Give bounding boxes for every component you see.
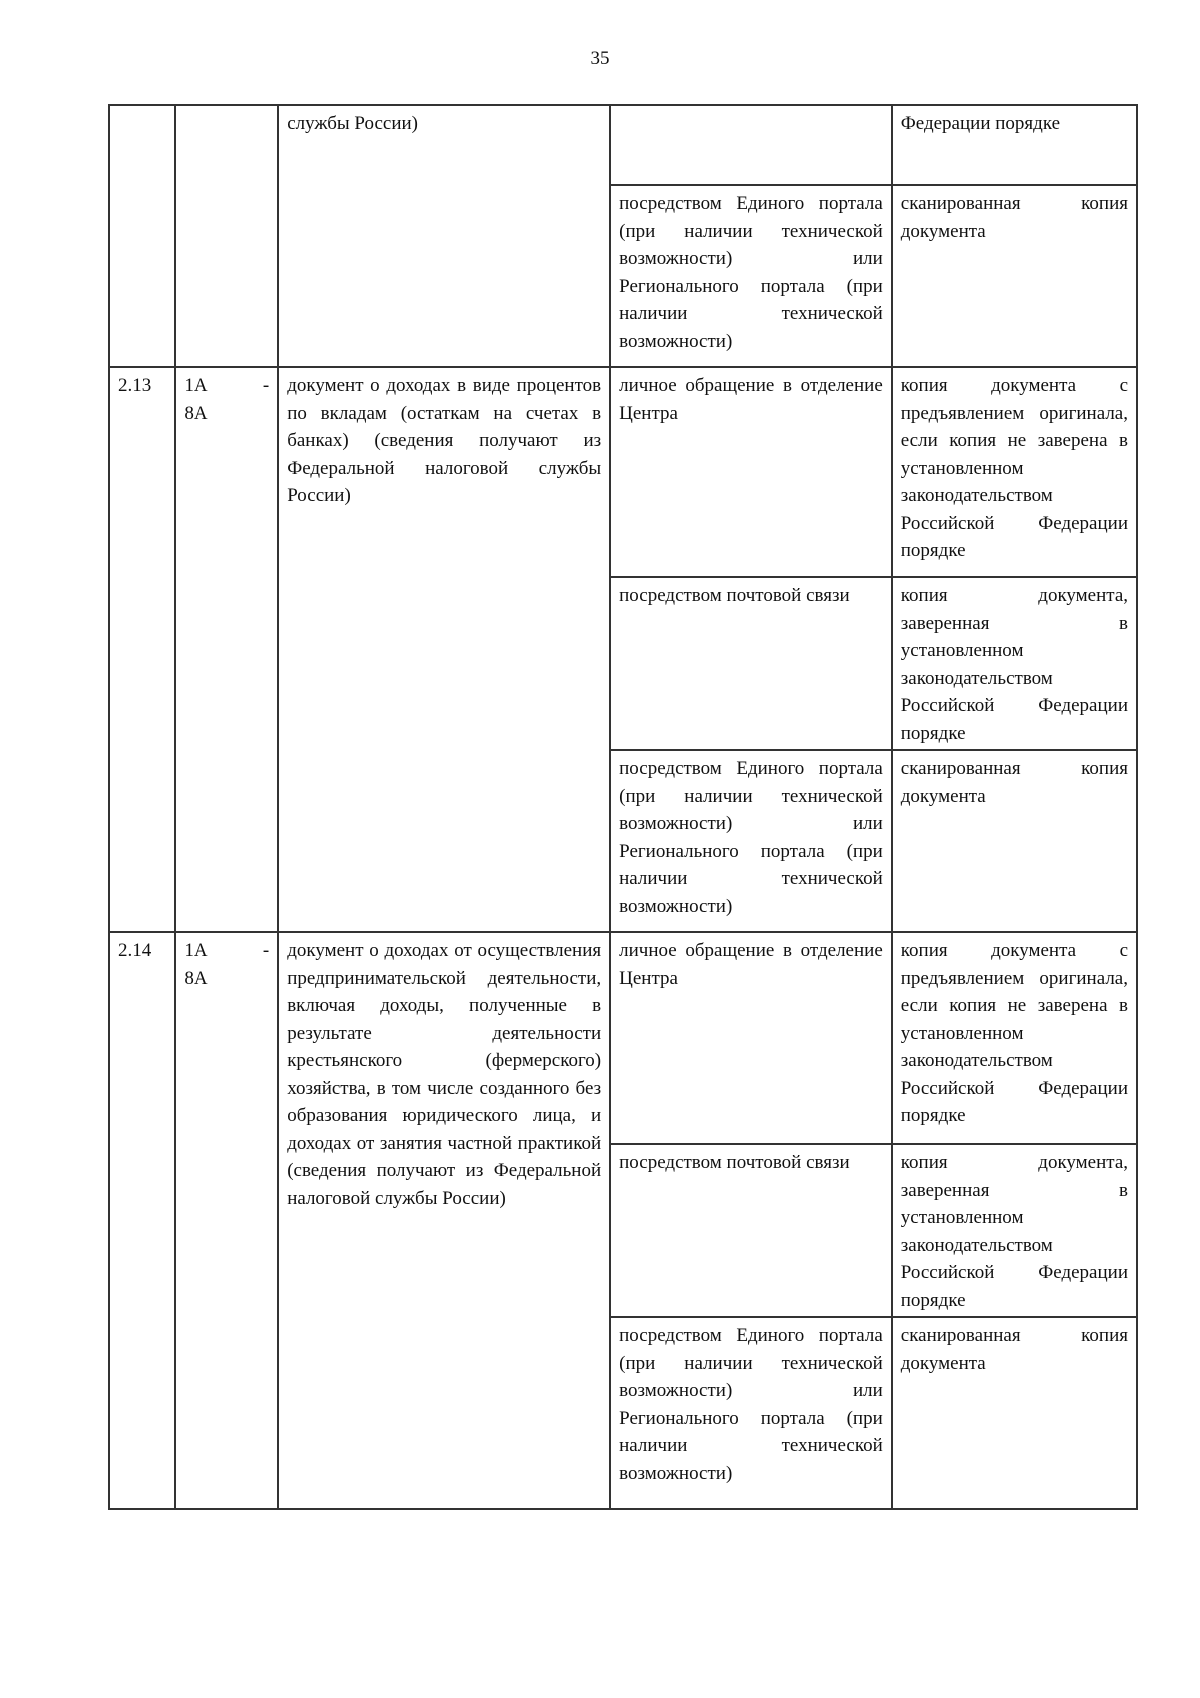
form-cell: копия документа с предъявлением оригинала, если копия не заверена в установленном законодательством Российской Федерации порядке	[892, 932, 1137, 1144]
row-number-cell: 2.13	[109, 367, 175, 932]
continuation-document-cell: службы России)	[278, 105, 610, 367]
page-number: 35	[590, 48, 610, 69]
group-to: 8А	[184, 402, 208, 424]
group-to: 8А	[184, 967, 208, 989]
document-cell: документ о доходах в виде процентов по вкладам (остаткам на счетах в банках) (сведения получают из Федеральной налоговой службы России)	[278, 367, 610, 932]
category-group-cell	[175, 367, 278, 932]
group-from: 1А	[184, 375, 208, 396]
form-cell: сканированная копия документа	[892, 1317, 1137, 1509]
continuation-form-scan-cell: сканированная копия документа	[892, 185, 1137, 367]
method-cell: посредством почтовой связи	[610, 577, 892, 750]
form-cell: копия документа с предъявлением оригинала, если копия не заверена в установленном законодательством Российской Федерации порядке	[892, 367, 1137, 577]
table-row-2-14	[109, 932, 1137, 1144]
continuation-num-cell	[109, 105, 175, 367]
category-group-cell	[175, 932, 278, 1509]
documents-table	[108, 104, 1138, 1510]
continuation-method-empty-cell	[610, 105, 892, 185]
continuation-row-1	[109, 105, 1137, 185]
method-cell: посредством Единого портала (при наличии технической возможности) или Регионального портала (при наличии технической возможности)	[610, 1317, 892, 1509]
method-cell: личное обращение в отделение Центра	[610, 367, 892, 577]
method-cell: личное обращение в отделение Центра	[610, 932, 892, 1144]
form-cell: копия документа, заверенная в установленном законодательством Российской Федерации порядке	[892, 1144, 1137, 1317]
form-cell: копия документа, заверенная в установленном законодательством Российской Федерации порядке	[892, 577, 1137, 750]
continuation-method-cell: посредством Единого портала (при наличии технической возможности) или Регионального портала (при наличии технической возможности)	[610, 185, 892, 367]
group-dash: -	[262, 375, 270, 396]
continuation-form-cell: Федерации порядке	[892, 105, 1137, 185]
document-cell: документ о доходах от осуществления предпринимательской деятельности, включая доходы, полученные в результате деятельности крестьянского (фермерского) хозяйства, в том числе созданного без образования юридического лица, и доходах от занятия частной практикой (сведения получают из Федеральной налоговой службы России)	[278, 932, 610, 1509]
method-cell: посредством Единого портала (при наличии технической возможности) или Регионального портала (при наличии технической возможности)	[610, 750, 892, 932]
form-cell: сканированная копия документа	[892, 750, 1137, 932]
group-dash: -	[262, 940, 270, 961]
method-cell: посредством почтовой связи	[610, 1144, 892, 1317]
table-row-2-13	[109, 367, 1137, 577]
group-from: 1А	[184, 940, 208, 961]
row-number-cell: 2.14	[109, 932, 175, 1509]
continuation-group-cell	[175, 105, 278, 367]
